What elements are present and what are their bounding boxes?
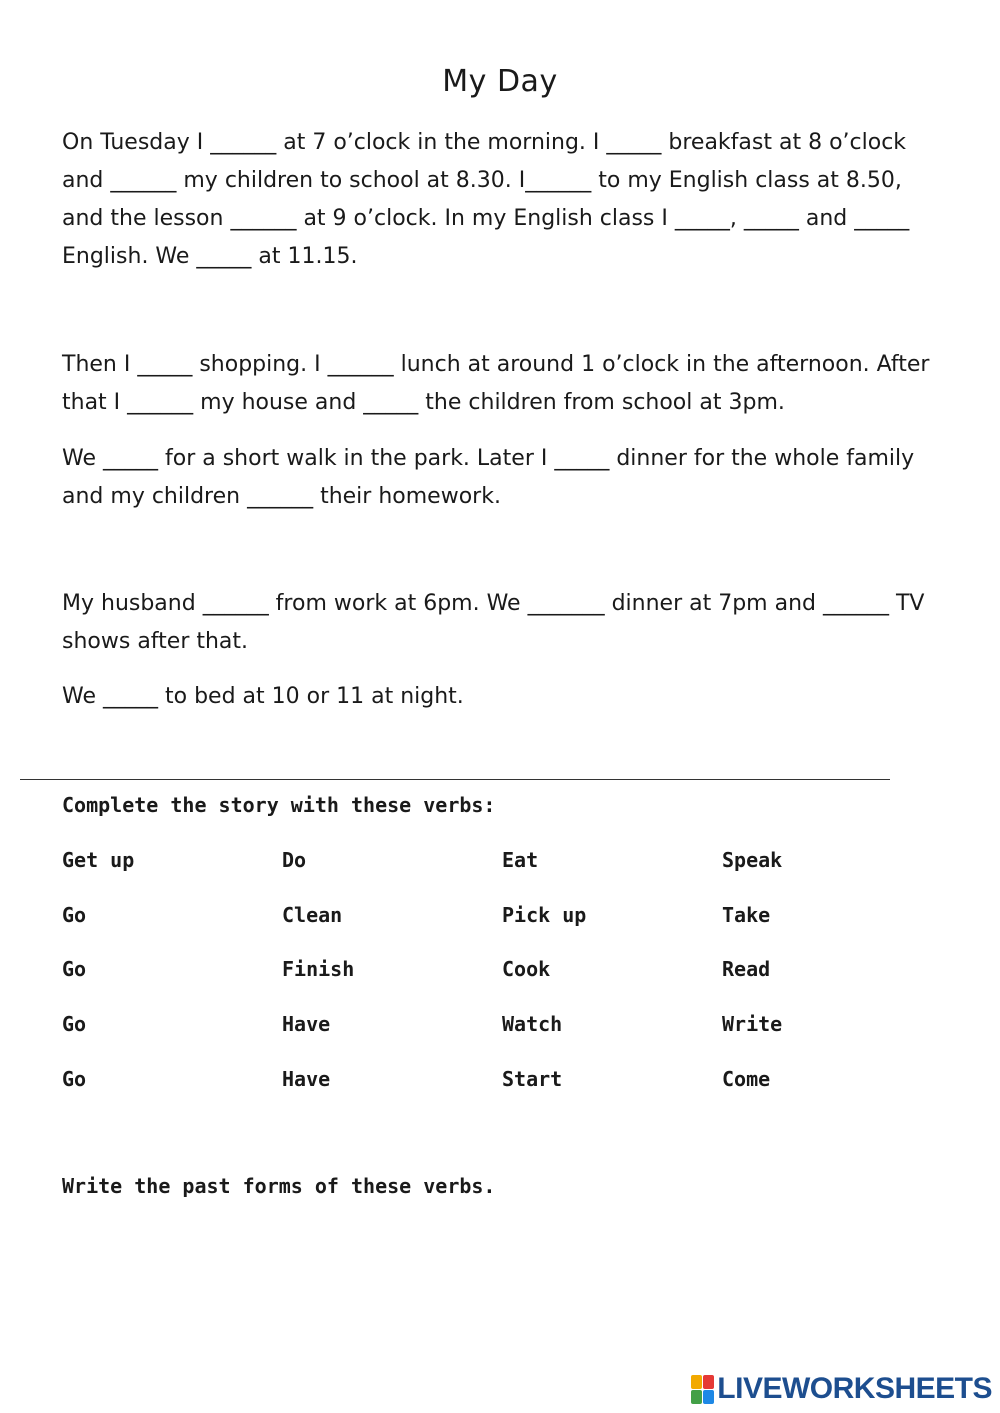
story-text: On Tuesday I ______ at 7 o’clock in the morning. I _____ breakfast at 8 o’clock and ______ my children to school at 8.30. I______ to my English class at 8.50, and the lesson ______ at 9 o’clock. In my English class I _____, _____ and _____ English. We _____ at 11.15. (62, 130, 910, 269)
complete-story-instruction: Complete the story with these verbs: (62, 793, 496, 817)
story-paragraph-5 (62, 678, 942, 716)
verb-word: Take (722, 902, 771, 927)
verb-word: Have (282, 1012, 331, 1037)
past-forms-instruction: Write the past forms of these verbs. (62, 1174, 496, 1198)
verb-row (62, 1065, 942, 1120)
verb-word: Go (62, 1066, 87, 1091)
verb-word: Pick up (502, 902, 587, 927)
verb-word: Cook (502, 957, 551, 982)
story-text: My husband ______ from work at 6pm. We _______ dinner at 7pm and ______ TV shows after that. (62, 591, 925, 654)
verb-word: Read (722, 957, 771, 982)
verb-row (62, 1010, 942, 1065)
verb-word: Have (282, 1066, 331, 1091)
verb-word: Speak (722, 848, 783, 872)
verb-word: Clean (282, 902, 343, 927)
verb-row (62, 955, 942, 1010)
liveworksheets-logo[interactable] (691, 1371, 992, 1407)
verb-row (62, 901, 942, 956)
logo-square (691, 1375, 702, 1389)
verb-word: Go (62, 1012, 87, 1037)
story-paragraph-3 (62, 440, 942, 516)
story-paragraph-2 (62, 346, 942, 422)
verb-word: Come (722, 1066, 771, 1091)
logo-square (691, 1390, 702, 1404)
logo-square (703, 1390, 714, 1404)
story-paragraph-1 (62, 124, 942, 276)
verb-word: Go (62, 902, 87, 927)
section-divider (20, 779, 890, 780)
story-paragraph-4 (62, 585, 942, 661)
verb-word: Do (282, 848, 307, 872)
verb-grid (62, 846, 942, 1119)
logo-mark-icon (691, 1375, 714, 1404)
verb-word: Finish (282, 957, 355, 982)
verb-word: Watch (502, 1012, 563, 1037)
story-text: We _____ to bed at 10 or 11 at night. (62, 684, 464, 709)
verb-row (62, 846, 942, 901)
verb-word: Start (502, 1066, 563, 1091)
page-title: My Day (442, 64, 558, 99)
verb-word: Go (62, 957, 87, 982)
logo-square (703, 1375, 714, 1389)
logo-text: LIVEWORKSHEETS (717, 1372, 992, 1405)
story-text: We _____ for a short walk in the park. Later I _____ dinner for the whole family and my children ______ their homework. (62, 446, 915, 509)
verb-word: Write (722, 1012, 783, 1037)
verb-word: Get up (62, 848, 135, 872)
story-text: Then I _____ shopping. I ______ lunch at around 1 o’clock in the afternoon. After that I ______ my house and _____ the children from school at 3pm. (62, 352, 930, 415)
verb-word: Eat (502, 848, 539, 872)
